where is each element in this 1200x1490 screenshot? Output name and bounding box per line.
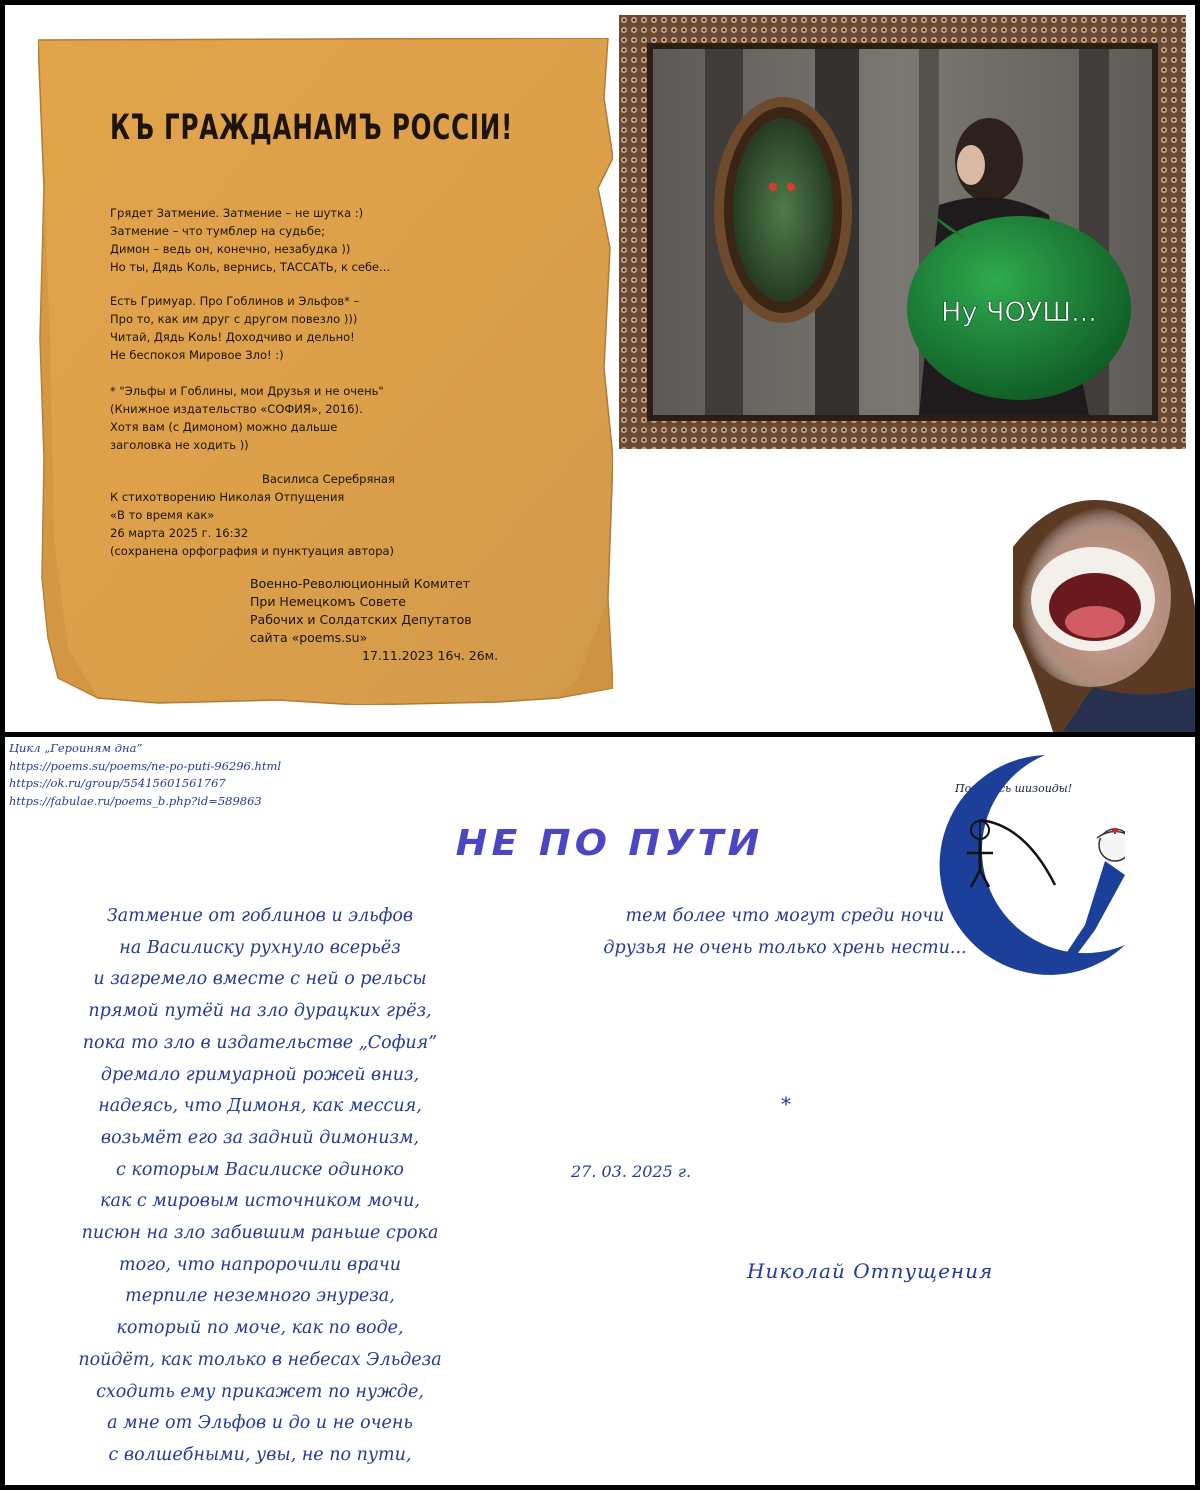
poem-star: * bbox=[781, 1092, 791, 1116]
poem-date: 27. 03. 2025 г. bbox=[571, 1162, 692, 1181]
poem-line: терпиле неземного энуреза, bbox=[125, 1286, 395, 1307]
leaflet-committee-date: 17.11.2023 16ч. 26м. bbox=[362, 648, 499, 663]
poem-right-column bbox=[545, 901, 1025, 964]
poem-left-column bbox=[25, 901, 495, 1472]
poem-line: пока то зло в издательстве „София” bbox=[82, 1032, 438, 1053]
poem-line: Затмение от гоблинов и эльфов bbox=[106, 906, 414, 926]
poem-author: Николай Отпущения bbox=[747, 1259, 994, 1283]
poem-title: НЕ ПО ПУТИ bbox=[455, 823, 764, 864]
poem-line: тем более что могут среди ночи bbox=[625, 906, 945, 926]
leaflet-committee: Военно-Революционный Комитет При Немецкомъ Совете Рабочих и Солдатских Депутатов сайта «poems.su» bbox=[250, 576, 472, 645]
cycle-label: Цикл „Героиням дна” bbox=[9, 741, 143, 755]
poem-line: который по моче, как по воде, bbox=[116, 1318, 404, 1339]
bottom-panel bbox=[5, 737, 1195, 1485]
poem-line: надеясь, что Димоня, как мессия, bbox=[98, 1096, 422, 1117]
link-fabulae[interactable]: https://fabulae.ru/poems_b.php?id=589863 bbox=[9, 793, 262, 808]
leaflet-stanza-1: Грядет Затмение. Затмение – не шутка :) Затмение – что тумблер на судьбе; Димон – ведь он, конечно, незабудка )) Но ты, Дядь Коль, вернись, ТАССАТЬ, к себе... bbox=[110, 206, 391, 274]
leaflet-title: КЪ ГРАЖДАНАМЪ РОССIИ! bbox=[110, 108, 514, 148]
moon-caption: Попались шизоиды! bbox=[955, 782, 1073, 795]
poem-line: как с мировым источником мочи, bbox=[100, 1191, 420, 1212]
bubble-text: Ну ЧОУШ... bbox=[941, 297, 1097, 328]
poem-line: на Василиску рухнуло всерьёз bbox=[119, 937, 401, 958]
links-block bbox=[9, 740, 281, 810]
old-leaflet bbox=[38, 38, 613, 705]
leaflet-footnote: * "Эльфы и Гоблины, мои Друзья и не очень" (Книжное издательство «СОФИЯ», 2016). Хотя вам (с Димоном) можно дальше заголовка не ходить )) bbox=[110, 384, 384, 452]
poem-line: а мне от Эльфов и до и не очень bbox=[107, 1413, 413, 1434]
top-panel bbox=[5, 5, 1195, 732]
poem-line: с которым Василиске одиноко bbox=[116, 1159, 404, 1180]
link-ok[interactable]: https://ok.ru/group/55415601561767 bbox=[9, 776, 226, 790]
poem-line: друзья не очень только хрень нести... bbox=[603, 937, 967, 958]
leaflet-signature-info: К стихотворению Николая Отпущения «В то время как» 26 марта 2025 г. 16:32 (сохранена орфография и пунктуация автора) bbox=[110, 490, 395, 558]
poem-line: дремало гримуарной рожей вниз, bbox=[100, 1064, 420, 1085]
framed-photo bbox=[619, 15, 1186, 449]
poem-line: пойдёт, как только в небесах Эльдеза bbox=[78, 1349, 442, 1370]
poem-line: прямой путёй на зло дурацких грёз, bbox=[88, 1001, 432, 1022]
poem-line: и загремело вместе с ней о рельсы bbox=[93, 969, 427, 990]
leaflet-stanza-2: Есть Гримуар. Про Гоблинов и Эльфов* – Про то, как им друг с другом повезло ))) Читай, Дядь Коль! Доходчиво и дельно! Не беспокоя Мировое Зло! :) bbox=[110, 294, 360, 362]
leaflet-signature-name: Василиса Серебряная bbox=[262, 472, 395, 486]
link-poems[interactable]: https://poems.su/poems/ne-po-puti-96296.html bbox=[9, 758, 282, 773]
poem-line: возьмёт его за задний димонизм, bbox=[100, 1127, 420, 1148]
poem-line: писюн на зло забившим раньше срока bbox=[81, 1223, 439, 1244]
screaming-face-image bbox=[973, 487, 1195, 732]
poem-line: с волшебными, увы, не по пути, bbox=[108, 1444, 412, 1465]
poem-line: того, что напророчили врачи bbox=[118, 1254, 402, 1275]
poem-line: сходить ему прикажет по нужде, bbox=[96, 1381, 424, 1402]
